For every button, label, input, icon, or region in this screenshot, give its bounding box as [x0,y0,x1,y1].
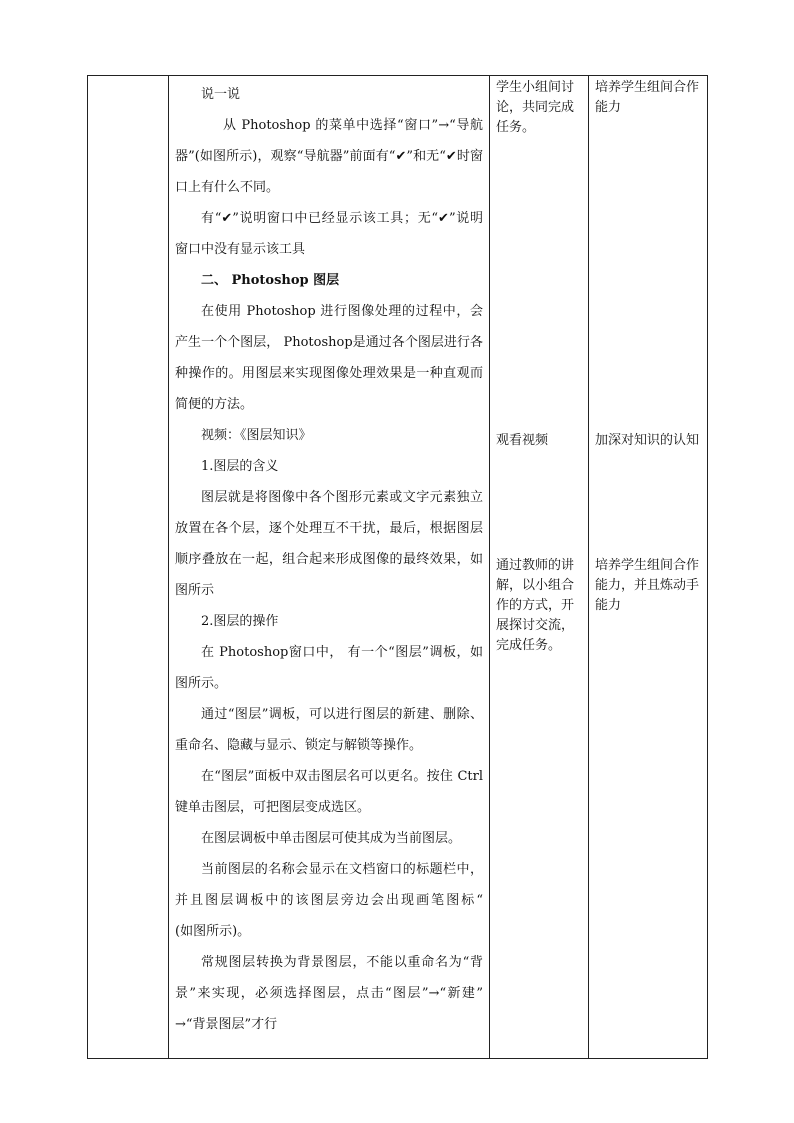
paragraph-layer-intro: 在使用 Photoshop 进行图像处理的过程中，会产生一个个图层， Photoshop是通过各个图层进行各种操作的。用图层来实现图像处理效果是一种直观而简便的方法。 [175,304,483,412]
activity-video: 观看视频 [496,433,549,448]
section-heading-layers: 二、 Photoshop 图层 [201,273,340,288]
paragraph-video: 视频：《图层知识》 [201,428,312,443]
table-row [88,76,708,1059]
intent-deepen: 加深对知识的认知 [595,433,700,448]
paragraph-say: 说一说 [201,87,241,102]
activity-explain: 通过教师的讲解，以小组合作的方式，开展探讨交流，完成任务。 [496,558,575,653]
empty-cell [88,76,169,1059]
paragraph-layer-ops: 通过“图层”调板，可以进行图层的新建、删除、重命名、隐藏与显示、锁定与解锁等操作。 [175,707,483,753]
paragraph-check-meaning: 有“✔”说明窗口中已经显示该工具；无“✔”说明窗口中没有显示该工具 [175,211,483,257]
paragraph-layer-panel: 在 Photoshop窗口中， 有一个“图层”调板，如图所示。 [175,645,483,691]
paragraph-title-bar: 当前图层的名称会显示在文档窗口的标题栏中，并且图层调板中的该图层旁边会出现画笔图标“ (如图所示)。 [175,862,514,939]
paragraph-layer-ops-title: 2.图层的操作 [201,614,279,629]
paragraph-current-layer: 在图层调板中单击图层可使其成为当前图层。 [201,831,462,846]
paragraph-rename: 在“图层”面板中双击图层名可以更名。按住 Ctrl 键单击图层，可把图层变成选区。 [175,769,483,815]
activity-discuss: 学生小组间讨论，共同完成任务。 [496,80,575,135]
content-cell [169,76,514,1059]
paragraph-layer-meaning-title: 1.图层的含义 [201,459,279,474]
intent-teamwork-hands: 培养学生组间合作能力，并且炼动手能力 [595,558,700,613]
design-intent-cell [589,76,708,1059]
intent-teamwork: 培养学生组间合作能力 [595,80,700,115]
paragraph-layer-meaning: 图层就是将图像中各个图形元素或文字元素独立放置在各个层，逐个处理互不干扰，最后，根据图层顺序叠放在一起，组合起来形成图像的最终效果，如图所示 [175,490,483,598]
student-activity-cell [490,76,589,1059]
lesson-table [87,75,708,1059]
paragraph-background-layer: 常规图层转换为背景图层，不能以重命名为“背景”来实现，必须选择图层，点击“图层”→“新建” →“背景图层”才行 [175,955,483,1032]
paragraph-navigator: 从 Photoshop 的菜单中选择“窗口”→“导航器”(如图所示)，观察“导航器”前面有“✔”和无“✔时窗口上有什么不同。 [175,118,483,195]
